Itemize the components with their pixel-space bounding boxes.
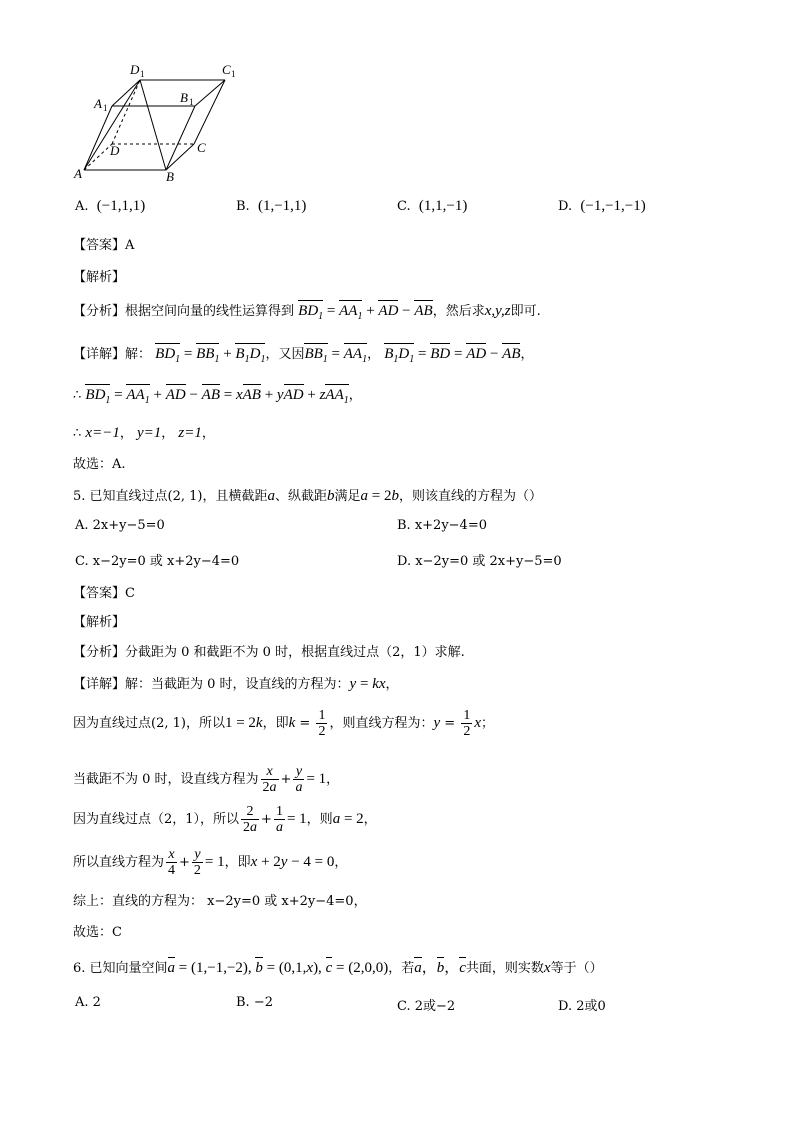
q5-line5: 因为直线过点（2，1），所以 $\frac{2}{2a}$ + $\frac{1}{a}$ = 1，则a = 2， <box>73 804 377 835</box>
q6-option-d: D. 2或0 <box>558 999 606 1014</box>
q5-option-b: B. x+2y−4=0 <box>397 518 487 533</box>
label-d: D <box>110 143 120 158</box>
label-b: B <box>166 169 174 184</box>
q4-option-a: A. (−1,1,1) <box>75 198 146 214</box>
label-b1: B <box>180 90 188 105</box>
label-c1: C <box>222 62 231 77</box>
q4-values: ∴ x=−1， y=1， z=1， <box>73 425 215 441</box>
label-a1: A <box>94 96 102 111</box>
q6-option-a: A. 2 <box>75 995 101 1010</box>
label-d1: D <box>130 62 140 77</box>
svg-text:1: 1 <box>231 69 236 79</box>
label-sub: 1 <box>140 69 145 79</box>
q4-analysis-tag: 【解析】 <box>73 270 126 285</box>
q5-line4: 当截距不为 0 时，设直线方程为 $\frac{x}{2a}$ + $\frac{y}{a}$ = 1， <box>73 764 340 795</box>
q5-option-d: D. x−2y=0 或 2x+y−5=0 <box>397 554 562 569</box>
label-c: C <box>197 140 206 155</box>
q5-detail: 【详解】解：当截距为 0 时，设直线的方程为：y = kx， <box>73 676 399 692</box>
q5-choose: 故选：C <box>73 925 122 940</box>
q4-option-d: D. (−1,−1,−1) <box>558 198 646 214</box>
label-a: A <box>74 166 82 181</box>
parallelepiped-figure <box>70 60 260 185</box>
q4-detail: 【详解】解： $BD_1 = BB_1 + B_1D_1$，又因$BB_1 = AA_1$， $B_1D_1$ = BD = AD − AB， <box>73 346 534 365</box>
q6-stem: 6. 已知向量空间a = (1,−1,−2), b = (0,1,x), c = (2,0,0)，若a，b，c共面，则实数x等于（） <box>73 960 603 976</box>
q5-option-a: A. 2x+y−5=0 <box>75 518 165 533</box>
q4-fenxi: 【分析】根据空间向量的线性运算得到 $BD_1 = AA_1$ + AD − AB，然后求x,y,z即可. <box>73 303 541 322</box>
q5-stem: 5. 已知直线过点(2, 1)，且横截距a、纵截距b满足a = 2b，则该直线的方程为（） <box>73 488 543 504</box>
q5-line3: 因为直线过点(2, 1)，所以1 = 2k，即k = $\frac{1}{2}$ ，则直线方程为：y = $\frac{1}{2}$ x； <box>73 708 494 739</box>
q6-option-b: B. −2 <box>236 995 273 1010</box>
q4-option-b: B. (1,−1,1) <box>236 198 307 214</box>
q4-answer: 【答案】A <box>73 238 135 253</box>
q5-answer: 【答案】C <box>73 586 135 601</box>
q5-summary: 综上：直线的方程为： x−2y=0 或 x+2y−4=0， <box>73 894 367 909</box>
q4-option-c: C. (1,1,−1) <box>397 198 468 214</box>
q5-analysis-tag: 【解析】 <box>73 615 126 630</box>
svg-text:1: 1 <box>103 103 108 113</box>
q4-therefore-line: ∴ $BD_1 = AA_1$ + AD − AB = xAB + yAD + zAA$_1$， <box>73 387 362 406</box>
q5-fenxi: 【分析】分截距为 0 和截距不为 0 时，根据直线过点（2，1）求解. <box>73 645 465 660</box>
q6-option-c: C. 2或−2 <box>397 999 456 1014</box>
q4-choose: 故选：A. <box>73 457 126 472</box>
q5-option-c: C. x−2y=0 或 x+2y−4=0 <box>75 554 240 569</box>
q5-line6: 所以直线方程为 $\frac{x}{4}$ + $\frac{y}{2}$ = 1，即x + 2y − 4 = 0， <box>73 847 348 878</box>
svg-text:1: 1 <box>189 97 194 107</box>
